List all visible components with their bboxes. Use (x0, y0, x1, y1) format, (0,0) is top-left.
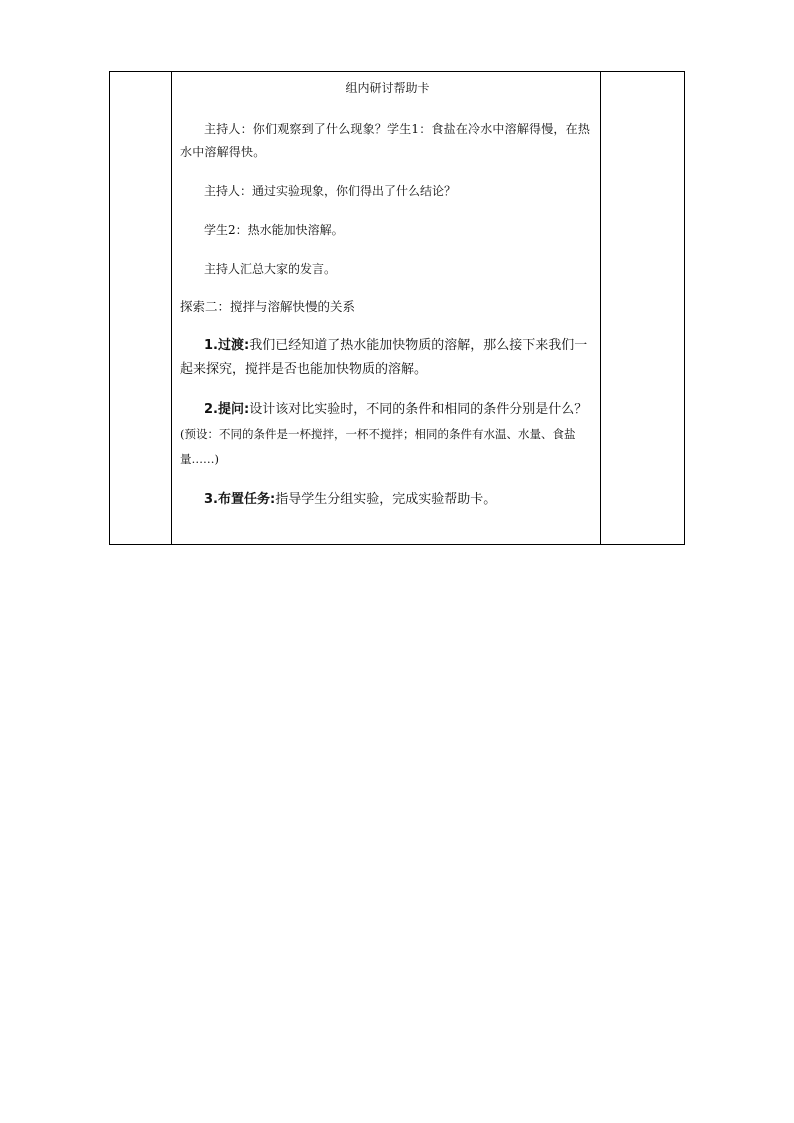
dialogue-line-1: 主持人：你们观察到了什么现象？学生1：食盐在冷水中溶解得慢，在热水中溶解得快。 (180, 122, 591, 159)
dialogue-line-3: 学生2：热水能加快溶解。 (204, 223, 344, 237)
dialogue-line-2: 主持人：通过实验现象，你们得出了什么结论？ (204, 184, 457, 198)
dialogue-line-4: 主持人汇总大家的发言。 (204, 262, 337, 276)
right-column-cell (600, 72, 684, 544)
step-text: 设计该对比实验时，不同的条件和相同的条件分别是什么？ (249, 402, 588, 417)
main-content-cell (172, 72, 601, 544)
left-column-cell (110, 72, 172, 544)
step-label: 2.提问: (204, 402, 250, 417)
step-label: 1.过渡: (204, 338, 250, 353)
step-label: 3.布置任务: (204, 492, 276, 507)
step-transition (180, 334, 595, 382)
step-task (180, 488, 595, 512)
help-card-title: 组内研讨帮助卡 (345, 81, 430, 95)
section-heading: 探索二：搅拌与溶解快慢的关系 (180, 299, 356, 314)
lesson-table (109, 71, 685, 545)
step-text: 我们已经知道了热水能加快物质的溶解，那么接下来我们一起来探究，搅拌是否也能加快物质的溶解。 (180, 338, 588, 377)
step-question (180, 398, 595, 472)
step-text: 指导学生分组实验，完成实验帮助卡。 (275, 492, 497, 507)
step-note: (预设：不同的条件是一杯搅拌，一杯不搅拌；相同的条件有水温、水量、食盐量……) (180, 427, 576, 466)
